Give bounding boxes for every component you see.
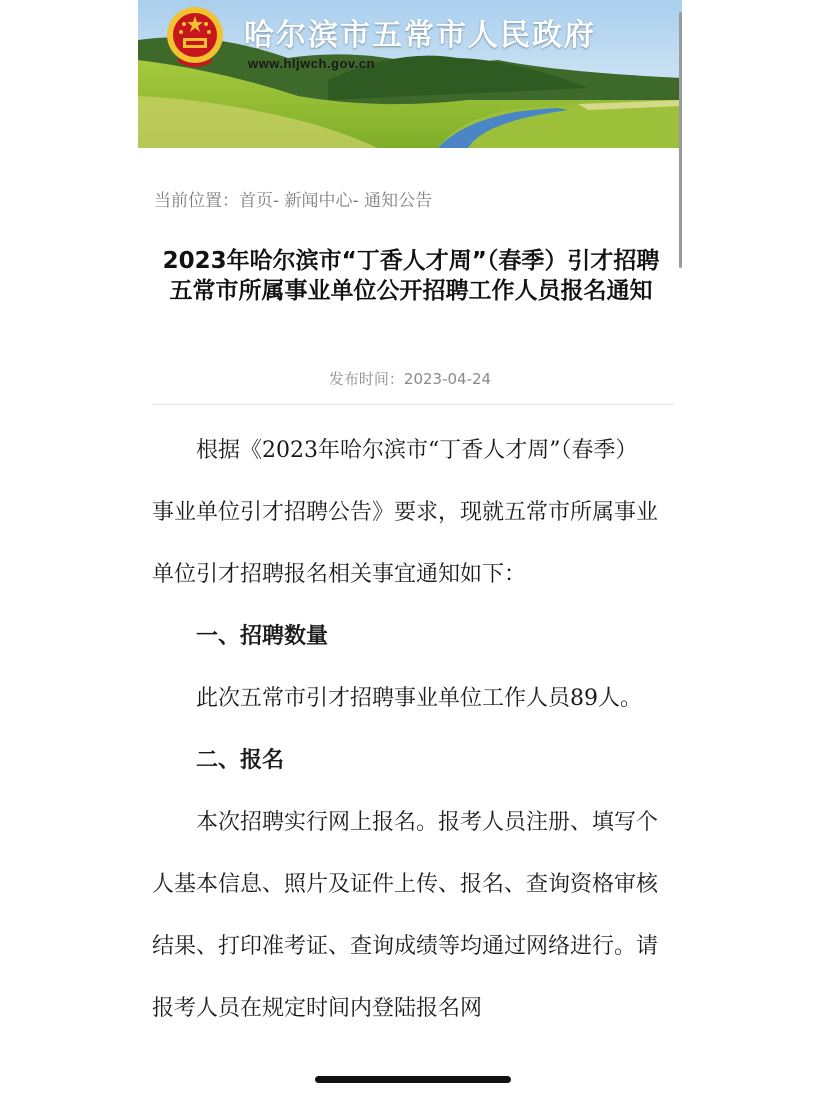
page (138, 0, 682, 1095)
breadcrumb-label: 当前位置： (154, 191, 239, 211)
site-url: www.hljwch.gov.cn (248, 56, 375, 71)
breadcrumb (154, 186, 432, 211)
breadcrumb-path[interactable]: 首页- 新闻中心- 通知公告 (239, 191, 433, 211)
national-emblem-icon (164, 4, 226, 70)
paragraph: 根据《2023年哈尔滨市“丁香人才周”（春季）事业单位引才招聘公告》要求，现就五常市所属事业单位引才招聘报名相关事宜通知如下： (152, 438, 659, 587)
site-title: 哈尔滨市五常市人民政府 (244, 18, 596, 53)
article-title: 2023年哈尔滨市“丁香人才周”（春季）引才招聘五常市所属事业单位公开招聘工作人员报名通知 (162, 248, 660, 304)
header-banner (138, 0, 682, 148)
publish-label: 发布时间： (328, 370, 404, 388)
divider (152, 404, 674, 405)
section-heading: 二、报名 (196, 748, 285, 773)
paragraph: 此次五常市引才招聘事业单位工作人员89人。 (196, 686, 642, 711)
section-heading: 一、招聘数量 (196, 624, 329, 649)
scrollbar[interactable] (679, 12, 682, 268)
article-content (152, 420, 658, 1040)
publish-date: 2023-04-24 (403, 370, 492, 388)
publish-info (138, 368, 682, 389)
home-indicator[interactable] (315, 1076, 511, 1083)
paragraph: 本次招聘实行网上报名。报考人员注册、填写个人基本信息、照片及证件上传、报名、查询资格审核结果、打印准考证、查询成绩等均通过网络进行。请报考人员在规定时间内登陆报名网 (152, 810, 659, 1021)
